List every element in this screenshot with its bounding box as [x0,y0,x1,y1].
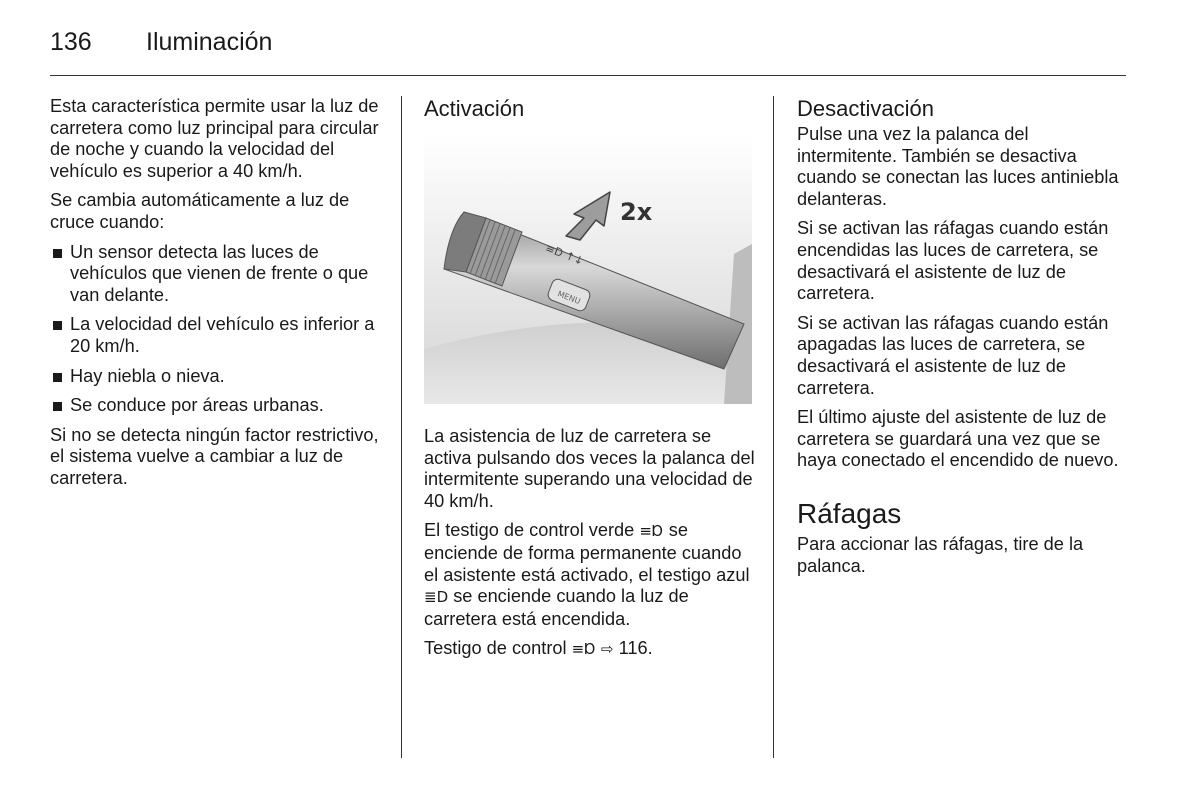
auto-high-beam-icon: ≡Ɒ [571,640,596,659]
auto-high-beam-icon: ≡Ɒ [639,522,664,541]
bullet-icon [53,402,62,411]
memory-paragraph: El último ajuste del asistente de luz de carretera se guardará una vez que se haya conectado el encendido de nuevo. [797,407,1119,471]
flash-on-paragraph: Si se activan las ráfagas cuando están encendidas las luces de carretera, se desactivará el asistente de luz de carretera. [797,218,1109,304]
page-number: 136 [50,27,92,56]
list-item: Hay niebla o nieva. [50,366,384,388]
header-rule [50,75,1126,76]
intro-paragraph: Esta característica permite usar la luz de carretera como luz principal para circular de noche y cuando la velocidad del vehículo es superior a 40 km/h. [50,96,379,181]
flash-paragraph: Para accionar las ráfagas, tire de la palanca. [797,533,1084,576]
deactivation-paragraph: Pulse una vez la palanca del intermitente. También se desactiva cuando se conectan las luces antiniebla delanteras. [797,124,1119,209]
reference-paragraph: Testigo de control ≡Ɒ ⇨ 116. [424,638,653,659]
deactivation-heading: Desactivación [797,96,934,121]
fallback-paragraph: Si no se detecta ningún factor restrictivo, el sistema vuelve a cambiar a luz de carretera. [50,424,379,488]
bullet-icon [53,321,62,330]
list-item: La velocidad del vehículo es inferior a 20 km/h. [50,314,384,357]
flash-off-paragraph: Si se activan las ráfagas cuando están apagadas las luces de carretera, se desactivará el asistente de luz de carretera. [797,312,1109,398]
page-title: Iluminación [146,27,273,56]
activation-heading: Activación [424,96,525,121]
bullet-icon [53,249,62,258]
conditions-intro: Se cambia automáticamente a luz de cruce cuando: [50,190,350,232]
column-deactivation [797,96,1127,585]
column-intro [50,96,384,498]
bullet-icon [53,373,62,382]
column-divider [773,96,774,758]
page-reference-icon: ⇨ [600,640,614,659]
turn-signal-lever-icon [424,134,752,404]
page-header [50,24,272,60]
conditions-list [50,242,384,417]
list-item: Un sensor detecta las luces de vehículos que vienen de frente o que van delante. [50,242,384,307]
list-item: Se conduce por áreas urbanas. [50,395,384,417]
high-beam-icon: ≣D [424,588,449,607]
column-activation [424,96,758,669]
menu-button-label: MENU [556,289,582,307]
indicator-paragraph: El testigo de control verde ≡Ɒ se enciende de forma permanente cuando el asistente está activado, el testigo azul ≣D se enciende cuando la luz de carretera está encendida. [424,520,750,629]
activation-paragraph: La asistencia de luz de carretera se activa pulsando dos veces la palanca del intermitente superando una velocidad de 40 km/h. [424,426,755,511]
high-beam-symbol: ≡D ↑↓ [543,241,586,268]
column-divider [401,96,402,758]
press-twice-label: 2x [620,198,653,226]
lever-illustration [424,134,752,404]
flash-section-heading: Ráfagas [797,497,902,529]
